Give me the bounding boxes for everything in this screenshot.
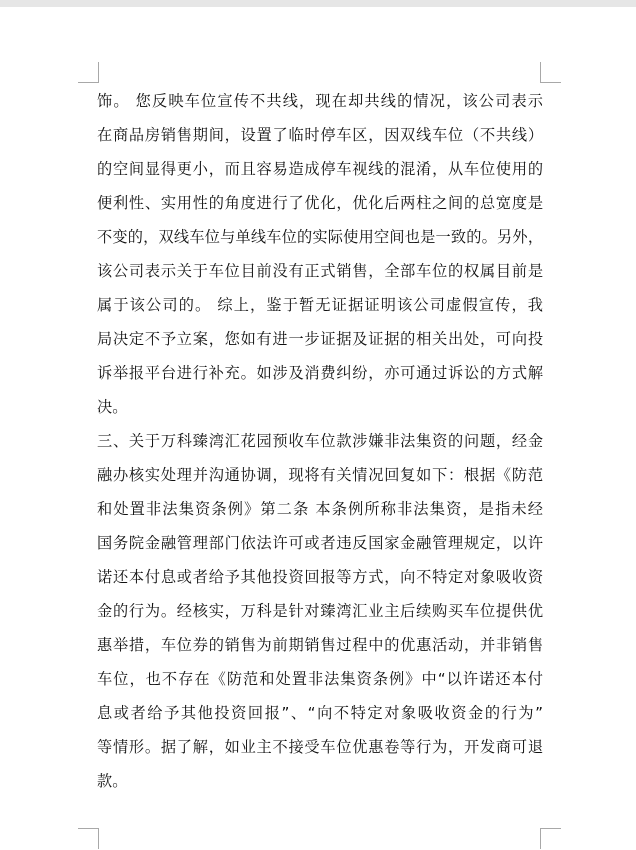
- top-toolbar-strip: [0, 0, 636, 7]
- text-line: 属于该公司的。 综上，鉴于暂无证据证明该公司虚假宣传，我: [97, 296, 543, 314]
- text-line: 的空间显得更小，而且容易造成停车视线的混淆，从车位使用的: [97, 160, 543, 178]
- document-body: [97, 84, 543, 798]
- margin-corner-mark-top-left: [78, 62, 99, 83]
- text-line: 等情形。据了解，如业主不接受车位优惠卷等行为，开发商可退: [97, 738, 543, 756]
- text-line: 三、关于万科臻湾汇花园预收车位款涉嫌非法集资的问题，经金: [97, 432, 543, 450]
- text-line: 在商品房销售期间，设置了临时停车区，因双线车位（不共线）: [97, 126, 543, 144]
- text-line: 诺还本付息或者给予其他投资回报等方式，向不特定对象吸收资: [97, 568, 543, 586]
- text-line: 诉举报平台进行补充。如涉及消费纠纷，亦可通过诉讼的方式解: [97, 364, 543, 382]
- text-line: 不变的，双线车位与单线车位的实际使用空间也是一致的。另外，: [97, 228, 543, 246]
- text-line: 局决定不予立案，您如有进一步证据及证据的相关出处，可向投: [97, 330, 543, 348]
- text-line: 惠举措，车位券的销售为前期销售过程中的优惠活动，并非销售: [97, 636, 543, 654]
- margin-corner-mark-bottom-right: [540, 828, 561, 849]
- margin-corner-mark-bottom-left: [78, 828, 99, 849]
- text-line: 款。: [97, 772, 128, 790]
- text-line: 饰。 您反映车位宣传不共线，现在却共线的情况，该公司表示: [97, 92, 543, 110]
- text-line: 决。: [97, 398, 128, 416]
- text-line: 息或者给予其他投资回报”、“向不特定对象吸收资金的行为”: [97, 704, 543, 722]
- margin-corner-mark-top-right: [540, 62, 561, 83]
- text-line: 便利性、实用性的角度进行了优化，优化后两柱之间的总宽度是: [97, 194, 543, 212]
- text-line: 金的行为。经核实，万科是针对臻湾汇业主后续购买车位提供优: [97, 602, 543, 620]
- text-line: 融办核实处理并沟通协调，现将有关情况回复如下：根据《防范: [97, 466, 543, 484]
- text-line: 车位，也不存在《防范和处置非法集资条例》中“以许诺还本付: [97, 670, 543, 688]
- text-line: 该公司表示关于车位目前没有正式销售，全部车位的权属目前是: [97, 262, 543, 280]
- text-line: 国务院金融管理部门依法许可或者违反国家金融管理规定，以许: [97, 534, 543, 552]
- text-line: 和处置非法集资条例》第二条 本条例所称非法集资，是指未经: [97, 500, 543, 518]
